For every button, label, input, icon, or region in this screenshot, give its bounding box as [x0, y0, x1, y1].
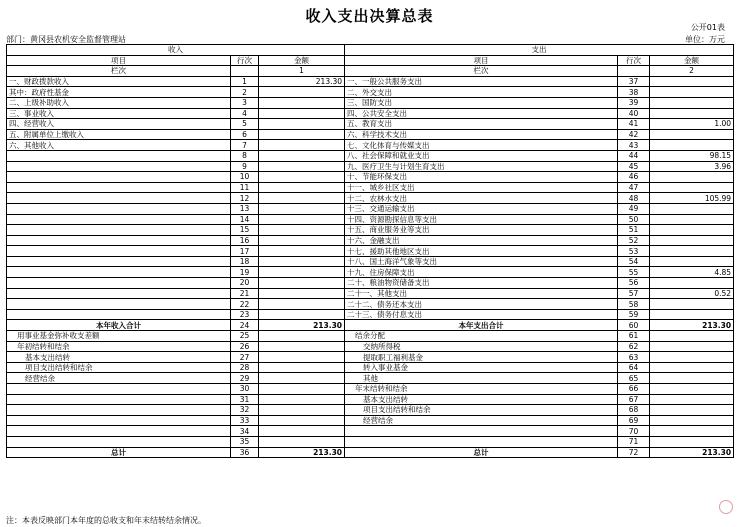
expense-item: 交纳所得税: [345, 341, 618, 352]
expense-amount: 1.00: [650, 119, 734, 130]
income-amount: [259, 108, 345, 119]
watermark-logo: [719, 500, 735, 514]
table-row: [7, 235, 734, 246]
income-amount: [259, 405, 345, 416]
income-line-no: 8: [231, 150, 259, 161]
expense-item: 二十三、债务付息支出: [345, 309, 618, 320]
income-line-no: 21: [231, 288, 259, 299]
expense-item: 二十二、债务还本支出: [345, 299, 618, 310]
expense-amount: [650, 352, 734, 363]
income-line-no: 29: [231, 373, 259, 384]
expense-item: 结余分配: [345, 331, 618, 342]
expense-line-no: 48: [618, 193, 650, 204]
income-line-no: 28: [231, 362, 259, 373]
table-header-row: [7, 45, 734, 56]
expense-amount: [650, 256, 734, 267]
expense-item: 四、公共安全支出: [345, 108, 618, 119]
income-amount: 213.30: [259, 320, 345, 331]
income-line-no: 5: [231, 119, 259, 130]
income-item: 其中：政府性基金: [7, 87, 231, 98]
expense-item: 十、节能环保支出: [345, 172, 618, 183]
table-row: [7, 87, 734, 98]
income-line-no: 11: [231, 182, 259, 193]
table-row: [7, 394, 734, 405]
table-row: [7, 119, 734, 130]
expense-item: 本年支出合计: [345, 320, 618, 331]
expense-amount: [650, 140, 734, 151]
expense-amount: 3.96: [650, 161, 734, 172]
income-item: [7, 309, 231, 320]
expense-line-no: 51: [618, 225, 650, 236]
expense-line-no: 58: [618, 299, 650, 310]
income-item: [7, 288, 231, 299]
income-amount: [259, 193, 345, 204]
income-line-no: 26: [231, 341, 259, 352]
expense-item: 一、一般公共服务支出: [345, 76, 618, 87]
table-row: [7, 225, 734, 236]
expense-item: 转入事业基金: [345, 362, 618, 373]
income-item: [7, 394, 231, 405]
column-number-2: 2: [650, 66, 734, 77]
income-item: [7, 246, 231, 257]
expense-item: 提取职工福利基金: [345, 352, 618, 363]
expense-column-label: 栏次: [345, 66, 618, 77]
income-amount: 213.30: [259, 447, 345, 458]
income-amount: [259, 246, 345, 257]
income-item: 一、财政拨款收入: [7, 76, 231, 87]
income-line-no: 34: [231, 426, 259, 437]
expense-amount: 105.99: [650, 193, 734, 204]
income-line-no: 33: [231, 415, 259, 426]
expense-line-no: 42: [618, 129, 650, 140]
income-line-no: 18: [231, 256, 259, 267]
expense-item: 十六、金融支出: [345, 235, 618, 246]
income-amount: [259, 288, 345, 299]
table-row: [7, 320, 734, 331]
table-row: [7, 447, 734, 458]
income-item: [7, 278, 231, 289]
expense-header: 支出: [345, 45, 734, 56]
income-amount: [259, 384, 345, 395]
expense-amount: 4.85: [650, 267, 734, 278]
income-amount: [259, 436, 345, 447]
expense-amount: [650, 225, 734, 236]
expense-line-no: 38: [618, 87, 650, 98]
expense-amount: [650, 172, 734, 183]
income-item: 四、经营收入: [7, 119, 231, 130]
expense-item: 年末结转和结余: [345, 384, 618, 395]
income-item: 项目支出结转和结余: [7, 362, 231, 373]
expense-line-no: 66: [618, 384, 650, 395]
expense-amount: [650, 426, 734, 437]
table-row: [7, 193, 734, 204]
expense-line-no: 56: [618, 278, 650, 289]
income-line-no: 4: [231, 108, 259, 119]
income-amount: [259, 129, 345, 140]
expense-amount: 98.15: [650, 150, 734, 161]
table-row: [7, 267, 734, 278]
income-item: [7, 426, 231, 437]
income-line-no: 15: [231, 225, 259, 236]
expense-item: 十七、援助其他地区支出: [345, 246, 618, 257]
income-item: [7, 172, 231, 183]
income-line-no: 13: [231, 203, 259, 214]
table-row: [7, 278, 734, 289]
income-item: [7, 182, 231, 193]
expense-amount: [650, 214, 734, 225]
table-row: [7, 331, 734, 342]
income-header: 收入: [7, 45, 345, 56]
expense-item: 二、外交支出: [345, 87, 618, 98]
income-amount: [259, 267, 345, 278]
table-row: [7, 362, 734, 373]
income-amount: 213.30: [259, 76, 345, 87]
expense-amount: [650, 299, 734, 310]
income-line-no: 24: [231, 320, 259, 331]
expense-amount: [650, 108, 734, 119]
table-row: [7, 426, 734, 437]
income-item: 五、附属单位上缴收入: [7, 129, 231, 140]
table-row: [7, 436, 734, 447]
income-lineno-header: 行次: [231, 55, 259, 66]
expense-amount: 213.30: [650, 447, 734, 458]
expense-item: 经营结余: [345, 415, 618, 426]
expense-item: 十九、住房保障支出: [345, 267, 618, 278]
expense-item: 其他: [345, 373, 618, 384]
income-line-no: 7: [231, 140, 259, 151]
income-item: [7, 193, 231, 204]
expense-item: 八、社会保障和就业支出: [345, 150, 618, 161]
income-line-no: 14: [231, 214, 259, 225]
table-row: [7, 246, 734, 257]
income-column-label: 栏次: [7, 66, 231, 77]
income-amount: [259, 341, 345, 352]
income-line-no: 3: [231, 97, 259, 108]
income-amount: [259, 161, 345, 172]
income-amount-header: 金额: [259, 55, 345, 66]
expense-amount: [650, 331, 734, 342]
income-item: [7, 214, 231, 225]
income-item: 二、上级补助收入: [7, 97, 231, 108]
expense-line-no: 55: [618, 267, 650, 278]
income-amount: [259, 299, 345, 310]
table-row: [7, 129, 734, 140]
income-amount: [259, 182, 345, 193]
table-row: [7, 288, 734, 299]
income-item: [7, 225, 231, 236]
income-item: 六、其他收入: [7, 140, 231, 151]
expense-amount: [650, 436, 734, 447]
expense-item: 二十一、其他支出: [345, 288, 618, 299]
expense-line-no: 53: [618, 246, 650, 257]
income-amount: [259, 394, 345, 405]
expense-line-no: 37: [618, 76, 650, 87]
expense-item: 三、国防支出: [345, 97, 618, 108]
income-item: [7, 267, 231, 278]
expense-item: [345, 436, 618, 447]
income-item: 年初结转和结余: [7, 341, 231, 352]
expense-amount: 0.52: [650, 288, 734, 299]
table-row: [7, 97, 734, 108]
income-line-no: 22: [231, 299, 259, 310]
expense-line-no: 63: [618, 352, 650, 363]
expense-lineno-header: 行次: [618, 55, 650, 66]
expense-line-no: 47: [618, 182, 650, 193]
expense-item: 七、文化体育与传媒支出: [345, 140, 618, 151]
income-line-no: 35: [231, 436, 259, 447]
income-line-no: 16: [231, 235, 259, 246]
page-title: 收入支出决算总表: [305, 7, 434, 25]
empty-cell: [618, 66, 650, 77]
expense-line-no: 45: [618, 161, 650, 172]
income-item: [7, 436, 231, 447]
table-row: [7, 161, 734, 172]
table-row: [7, 214, 734, 225]
expense-line-no: 67: [618, 394, 650, 405]
income-line-no: 17: [231, 246, 259, 257]
income-amount: [259, 119, 345, 130]
expense-line-no: 57: [618, 288, 650, 299]
table-row: [7, 299, 734, 310]
income-item: [7, 405, 231, 416]
income-line-no: 10: [231, 172, 259, 183]
income-item: [7, 150, 231, 161]
expense-amount: [650, 235, 734, 246]
expense-line-no: 54: [618, 256, 650, 267]
expense-item: 十五、商业服务业等支出: [345, 225, 618, 236]
income-amount: [259, 278, 345, 289]
income-amount: [259, 309, 345, 320]
expense-item: 项目支出结转和结余: [345, 405, 618, 416]
department-label: 部门：黄冈县农机安全监督管理站: [6, 35, 126, 44]
income-line-no: 2: [231, 87, 259, 98]
table-row: [7, 373, 734, 384]
expense-line-no: 43: [618, 140, 650, 151]
expense-line-no: 39: [618, 97, 650, 108]
income-line-no: 6: [231, 129, 259, 140]
income-item: 三、事业收入: [7, 108, 231, 119]
expense-amount: [650, 384, 734, 395]
expense-line-no: 72: [618, 447, 650, 458]
table-row: [7, 256, 734, 267]
income-item: 基本支出结转: [7, 352, 231, 363]
expense-line-no: 44: [618, 150, 650, 161]
expense-amount: [650, 76, 734, 87]
income-line-no: 19: [231, 267, 259, 278]
income-line-no: 12: [231, 193, 259, 204]
income-line-no: 20: [231, 278, 259, 289]
expense-amount: [650, 129, 734, 140]
expense-line-no: 69: [618, 415, 650, 426]
income-line-no: 25: [231, 331, 259, 342]
expense-item: [345, 426, 618, 437]
expense-item: 基本支出结转: [345, 394, 618, 405]
expense-line-no: 59: [618, 309, 650, 320]
budget-table: [6, 44, 734, 458]
income-amount: [259, 97, 345, 108]
income-amount: [259, 140, 345, 151]
income-amount: [259, 362, 345, 373]
expense-item-header: 项目: [345, 55, 618, 66]
income-item-header: 项目: [7, 55, 231, 66]
income-line-no: 27: [231, 352, 259, 363]
expense-amount: [650, 341, 734, 352]
expense-amount: [650, 362, 734, 373]
income-item: 本年收入合计: [7, 320, 231, 331]
income-amount: [259, 256, 345, 267]
income-line-no: 32: [231, 405, 259, 416]
income-item: 经营结余: [7, 373, 231, 384]
expense-line-no: 49: [618, 203, 650, 214]
table-row: [7, 341, 734, 352]
income-item: [7, 299, 231, 310]
income-item: [7, 161, 231, 172]
expense-line-no: 68: [618, 405, 650, 416]
expense-amount: [650, 182, 734, 193]
expense-line-no: 52: [618, 235, 650, 246]
expense-line-no: 61: [618, 331, 650, 342]
income-line-no: 36: [231, 447, 259, 458]
expense-item: 十一、城乡社区支出: [345, 182, 618, 193]
income-amount: [259, 225, 345, 236]
table-header-row: [7, 55, 734, 66]
income-item: [7, 415, 231, 426]
expense-line-no: 60: [618, 320, 650, 331]
expense-line-no: 70: [618, 426, 650, 437]
table-row: [7, 309, 734, 320]
expense-amount: [650, 415, 734, 426]
income-line-no: 31: [231, 394, 259, 405]
expense-amount: [650, 87, 734, 98]
income-amount: [259, 87, 345, 98]
income-item: [7, 235, 231, 246]
table-row: [7, 182, 734, 193]
table-row: [7, 384, 734, 395]
table-row: [7, 352, 734, 363]
expense-item: 十二、农林水支出: [345, 193, 618, 204]
table-row: [7, 140, 734, 151]
income-amount: [259, 172, 345, 183]
income-amount: [259, 415, 345, 426]
empty-cell: [231, 66, 259, 77]
expense-item: 十四、资源勘探信息等支出: [345, 214, 618, 225]
income-item: [7, 256, 231, 267]
expense-amount: [650, 203, 734, 214]
income-item: 用事业基金弥补收支差额: [7, 331, 231, 342]
table-row: [7, 203, 734, 214]
expense-item: 二十、粮油物资储备支出: [345, 278, 618, 289]
expense-line-no: 64: [618, 362, 650, 373]
unit-label: 单位：万元: [685, 35, 725, 44]
income-item: [7, 384, 231, 395]
expense-line-no: 41: [618, 119, 650, 130]
table-header-row: [7, 66, 734, 77]
expense-amount-header: 金额: [650, 55, 734, 66]
expense-amount: [650, 309, 734, 320]
income-amount: [259, 352, 345, 363]
form-code: 公开01表: [690, 23, 725, 32]
income-amount: [259, 426, 345, 437]
expense-amount: [650, 278, 734, 289]
footnote: 注：本表反映部门本年度的总收支和年末结转结余情况。: [6, 516, 206, 525]
expense-item: 九、医疗卫生与计划生育支出: [345, 161, 618, 172]
income-amount: [259, 203, 345, 214]
expense-line-no: 71: [618, 436, 650, 447]
expense-amount: [650, 405, 734, 416]
expense-item: 十八、国土海洋气象等支出: [345, 256, 618, 267]
expense-item: 十三、交通运输支出: [345, 203, 618, 214]
income-line-no: 1: [231, 76, 259, 87]
income-line-no: 23: [231, 309, 259, 320]
expense-line-no: 46: [618, 172, 650, 183]
expense-line-no: 62: [618, 341, 650, 352]
column-number-1: 1: [259, 66, 345, 77]
expense-amount: [650, 246, 734, 257]
expense-item: 六、科学技术支出: [345, 129, 618, 140]
expense-amount: [650, 97, 734, 108]
income-item: [7, 203, 231, 214]
expense-item: 五、教育支出: [345, 119, 618, 130]
income-line-no: 30: [231, 384, 259, 395]
table-row: [7, 108, 734, 119]
income-amount: [259, 150, 345, 161]
table-row: [7, 405, 734, 416]
expense-amount: [650, 394, 734, 405]
table-row: [7, 172, 734, 183]
table-row: [7, 415, 734, 426]
expense-amount: 213.30: [650, 320, 734, 331]
income-amount: [259, 214, 345, 225]
income-item: 总计: [7, 447, 231, 458]
table-row: [7, 76, 734, 87]
income-amount: [259, 235, 345, 246]
income-amount: [259, 331, 345, 342]
expense-line-no: 65: [618, 373, 650, 384]
table-row: [7, 150, 734, 161]
expense-line-no: 50: [618, 214, 650, 225]
expense-amount: [650, 373, 734, 384]
expense-line-no: 40: [618, 108, 650, 119]
income-amount: [259, 373, 345, 384]
income-line-no: 9: [231, 161, 259, 172]
watermark-icon: [719, 500, 733, 514]
expense-item: 总计: [345, 447, 618, 458]
